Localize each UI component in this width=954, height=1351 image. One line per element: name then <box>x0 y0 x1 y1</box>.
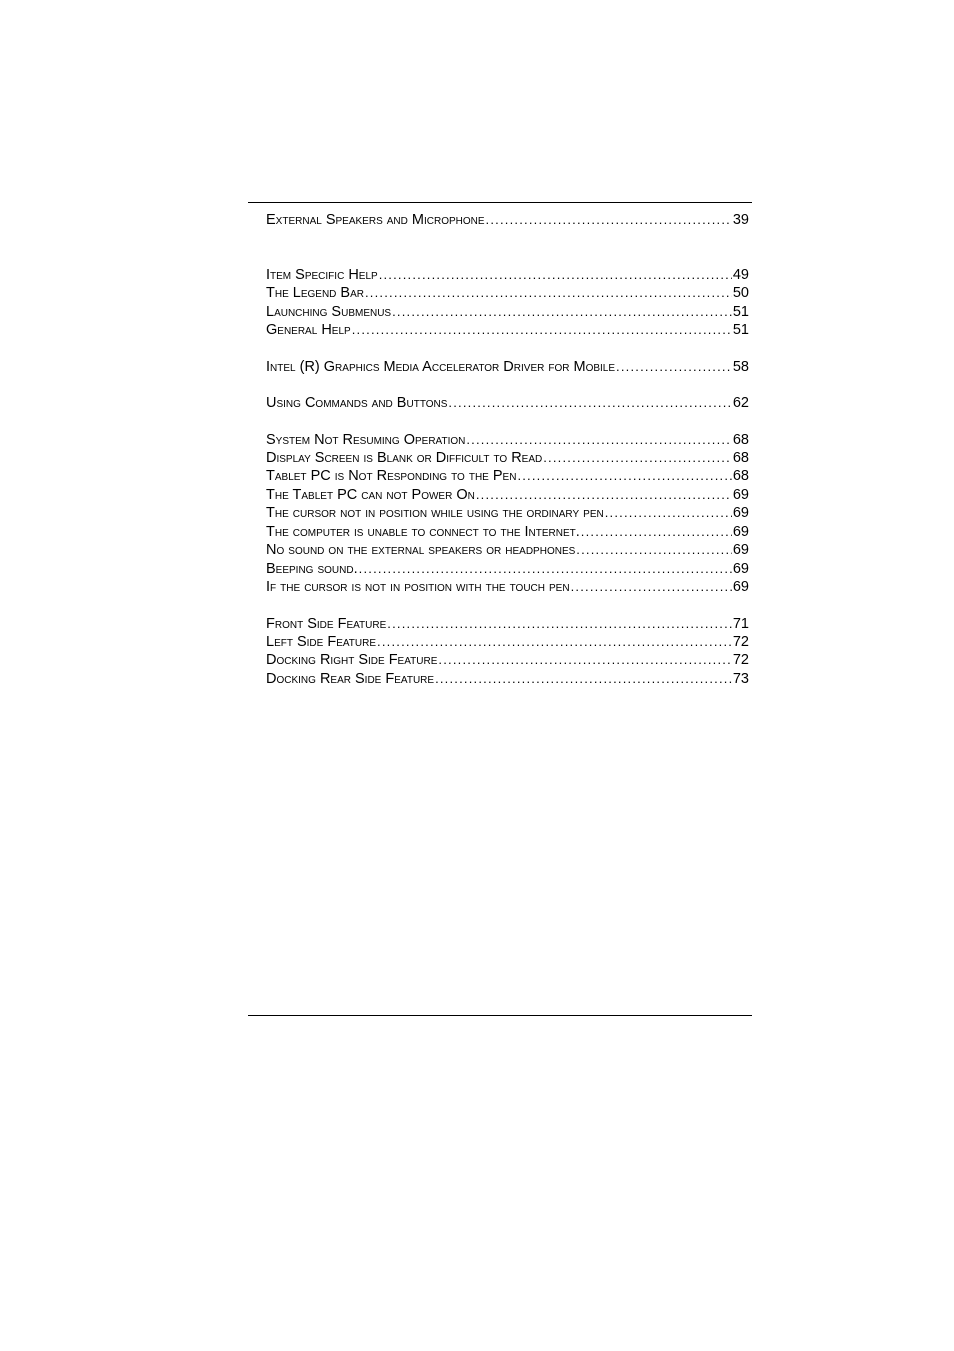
toc-entry-page: 72 <box>732 633 749 650</box>
bottom-rule <box>248 1015 752 1016</box>
group-spacer <box>266 597 749 615</box>
toc-entry-page: 51 <box>732 322 749 339</box>
toc-entry-title: Tablet PC is Not Responding to the Pen <box>266 468 517 485</box>
toc-entry-page: 68 <box>732 450 749 466</box>
toc-entry-title: The Tablet PC can not Power On <box>266 486 475 503</box>
top-rule <box>248 202 752 203</box>
toc-entry[interactable] <box>266 211 749 229</box>
toc-group <box>266 358 749 376</box>
toc-entry-title: Item Specific Help <box>266 266 378 283</box>
toc-entry-page: 39 <box>732 212 749 228</box>
toc-entry-title: System Not Resuming Operation <box>266 431 466 448</box>
toc-entry-page: 73 <box>732 670 749 687</box>
toc-entry-page: 68 <box>732 468 749 485</box>
toc-entry[interactable] <box>266 467 749 485</box>
toc-entry-title: General Help <box>266 322 351 339</box>
toc-entry[interactable] <box>266 578 749 596</box>
dot-leader <box>517 467 731 485</box>
toc-entry-page: 68 <box>732 431 749 448</box>
toc-entry[interactable] <box>266 394 749 412</box>
toc-entry-page: 69 <box>732 542 749 559</box>
toc-entry[interactable] <box>266 266 749 284</box>
dot-leader <box>438 651 731 669</box>
dot-leader <box>448 394 731 412</box>
toc-entry-page: 58 <box>732 358 749 375</box>
toc-entry-title: The Legend Bar <box>266 285 364 302</box>
dot-leader <box>605 504 732 522</box>
toc-entry[interactable] <box>266 504 749 522</box>
group-spacer <box>266 376 749 394</box>
dot-leader <box>387 615 732 633</box>
toc-entry[interactable] <box>266 321 749 339</box>
toc-entry[interactable] <box>266 615 749 633</box>
toc-entry-page: 72 <box>732 652 749 669</box>
dot-leader <box>379 266 732 284</box>
toc-entry[interactable] <box>266 284 749 302</box>
dot-leader <box>476 486 732 504</box>
dot-leader <box>365 284 732 302</box>
toc-group <box>266 266 749 340</box>
toc-entry[interactable] <box>266 486 749 504</box>
toc-entry-page: 69 <box>732 505 749 522</box>
toc-entry[interactable] <box>266 449 749 467</box>
toc-entry[interactable] <box>266 670 749 688</box>
toc-entry-title: External Speakers and Microphone <box>266 212 485 228</box>
toc-entry-title: Using Commands and Buttons <box>266 395 448 412</box>
toc-entry-title: Left Side Feature <box>266 633 377 650</box>
toc-entry-title: Launching Submenus <box>266 303 392 320</box>
dot-leader <box>543 449 732 467</box>
dot-leader <box>435 670 732 688</box>
toc-entry-title: Beeping sound. <box>266 560 358 577</box>
dot-leader <box>576 541 732 559</box>
dot-leader <box>486 211 732 229</box>
toc-entry-page: 69 <box>732 579 749 596</box>
dot-leader <box>581 523 732 541</box>
toc-group <box>266 615 749 689</box>
dot-leader <box>352 321 732 339</box>
toc-entry[interactable] <box>266 651 749 669</box>
toc-entry-page: 69 <box>732 523 749 540</box>
toc-entry-title: Docking Rear Side Feature <box>266 670 435 687</box>
toc-group <box>266 431 749 597</box>
toc-entry-page: 49 <box>732 266 749 283</box>
toc-group <box>266 211 749 229</box>
toc-entry-page: 51 <box>732 303 749 320</box>
toc-entry[interactable] <box>266 560 749 578</box>
toc-entry[interactable] <box>266 431 749 449</box>
group-spacer <box>266 229 749 266</box>
table-of-contents <box>266 211 749 688</box>
dot-leader <box>377 633 732 651</box>
toc-entry-title: The cursor not in position while using the ordinary pen <box>266 505 604 522</box>
toc-entry-title: Intel (R) Graphics Media Accelerator Driver for Mobile <box>266 358 616 375</box>
dot-leader <box>616 358 732 376</box>
toc-entry-title: Display Screen is Blank or Difficult to Read <box>266 450 543 466</box>
toc-entry-page: 62 <box>732 395 749 412</box>
toc-entry[interactable] <box>266 541 749 559</box>
toc-entry[interactable] <box>266 358 749 376</box>
toc-entry-title: If the cursor is not in position with the touch pen <box>266 579 570 596</box>
toc-entry[interactable] <box>266 523 749 541</box>
dot-leader <box>466 431 732 449</box>
group-spacer <box>266 340 749 358</box>
toc-entry-title: Front Side Feature <box>266 615 387 632</box>
dot-leader <box>392 303 732 321</box>
toc-entry-page: 50 <box>732 285 749 302</box>
toc-entry[interactable] <box>266 633 749 651</box>
dot-leader <box>571 578 732 596</box>
toc-entry-page: 69 <box>732 486 749 503</box>
toc-group <box>266 394 749 412</box>
group-spacer <box>266 413 749 431</box>
toc-entry-title: No sound on the external speakers or headphones <box>266 542 576 559</box>
toc-entry-page: 71 <box>732 615 749 632</box>
toc-entry[interactable] <box>266 303 749 321</box>
toc-entry-page: 69 <box>732 560 749 577</box>
dot-leader <box>359 560 732 578</box>
toc-entry-title: Docking Right Side Feature <box>266 652 438 669</box>
toc-entry-title: The computer is unable to connect to the Internet. <box>266 523 580 540</box>
